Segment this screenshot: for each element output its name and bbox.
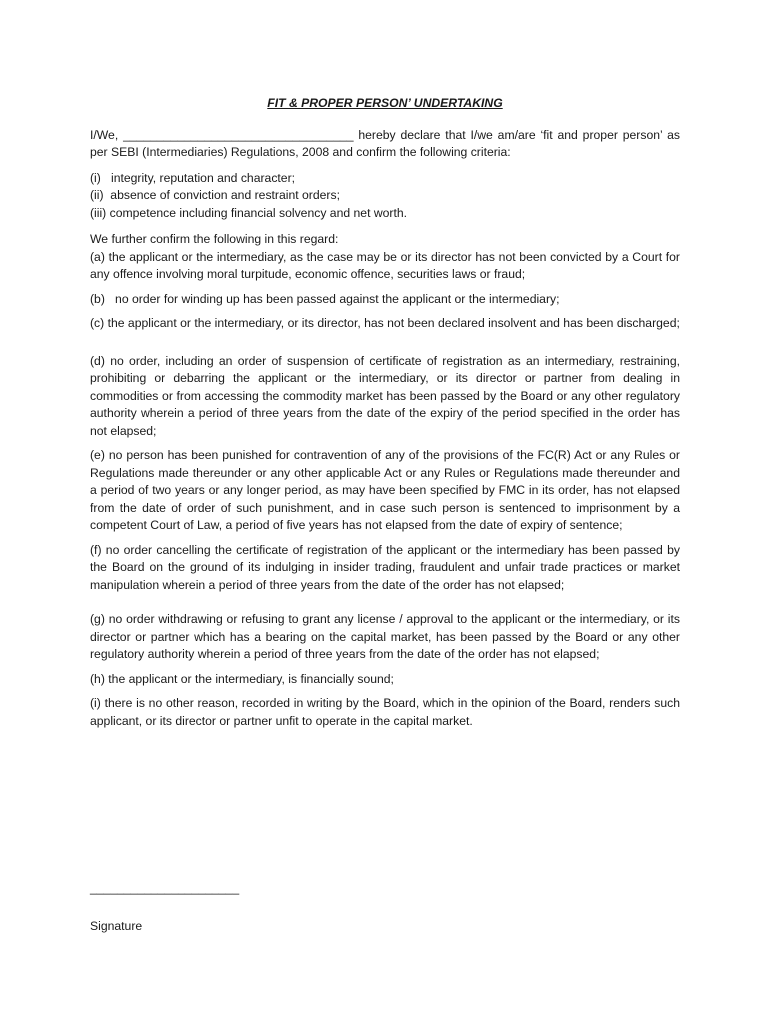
criteria-item: (iii) competence including financial solvency and net worth. xyxy=(90,205,408,220)
criteria-item: (ii) absence of conviction and restraint orders; xyxy=(90,188,340,202)
clause-f: (f) no order cancelling the certificate of registration of the applicant or the intermediary has been passed by the Board on the ground of its indulging in insider trading, fraudulent and unfair trade practices or market manipulation wherein a period of three years from the date of the order has not elapsed; xyxy=(90,542,680,592)
signature-line: ______________________ xyxy=(90,881,240,895)
criteria-item: (i) integrity, reputation and character; xyxy=(90,170,296,185)
spacer xyxy=(90,601,680,611)
clause-h: (h) the applicant or the intermediary, is financially sound; xyxy=(90,671,394,686)
document-title: FIT & PROPER PERSON’ UNDERTAKING xyxy=(267,96,503,110)
signature-block xyxy=(90,880,239,935)
clause-d: (d) no order, including an order of suspension of certificate of registration as an intermediary, restraining, prohibiting or debarring the applicant or the intermediary, or its director or partner from dealing in commodities or from accessing the commodity market has been passed by the Board or any other regulatory authority wherein a period of three years from the date of the expiry of the period specified in the order has not elapsed; xyxy=(90,353,680,438)
clause-e: (e) no person has been punished for contravention of any of the provisions of the FC(R) Act or any Rules or Regulations made thereunder or any other applicable Act or any Rules or Regulations made thereunder and a period of two years or any longer period, as may have been specified by FMC in its order, has not elapsed from the date of order of such punishment, and in case such person is sentenced to imprisonment by a competent Court of Law, a period of five years has not elapsed from the date of expiry of sentence; xyxy=(90,448,680,532)
criteria-list xyxy=(90,170,680,223)
signature-label: Signature xyxy=(90,918,143,933)
clause-c: (c) the applicant or the intermediary, or its director, has not been declared insolvent and has been discharged; xyxy=(90,316,680,330)
document-body xyxy=(90,95,680,737)
clause-a: (a) the applicant or the intermediary, as the case may be or its director has not been convicted by a Court for any offence involving moral turpitude, economic offence, securities laws or fraud; xyxy=(90,249,680,281)
clause-g: (g) no order withdrawing or refusing to grant any license / approval to the applicant or the intermediary, or its director or partner which has a bearing on the capital market, has been passed by the Board or any other regulatory authority wherein a period of three years from the date of the order has not elapsed; xyxy=(90,612,680,661)
spacer xyxy=(90,340,680,353)
further-heading: We further confirm the following in this regard: xyxy=(90,232,339,246)
clause-b: (b) no order for winding up has been passed against the applicant or the intermediary; xyxy=(90,291,560,306)
intro-declaration: I/We, __________________________________ hereby declare that I/we am/are ‘fit and proper person’ as per SEBI (Intermediaries) Regulations, 2008 and confirm the following criteria: xyxy=(90,127,680,159)
clause-i: (i) there is no other reason, recorded in writing by the Board, which in the opinion of the Board, renders such applicant, or its director or partner unfit to operate in the capital market. xyxy=(90,696,680,728)
